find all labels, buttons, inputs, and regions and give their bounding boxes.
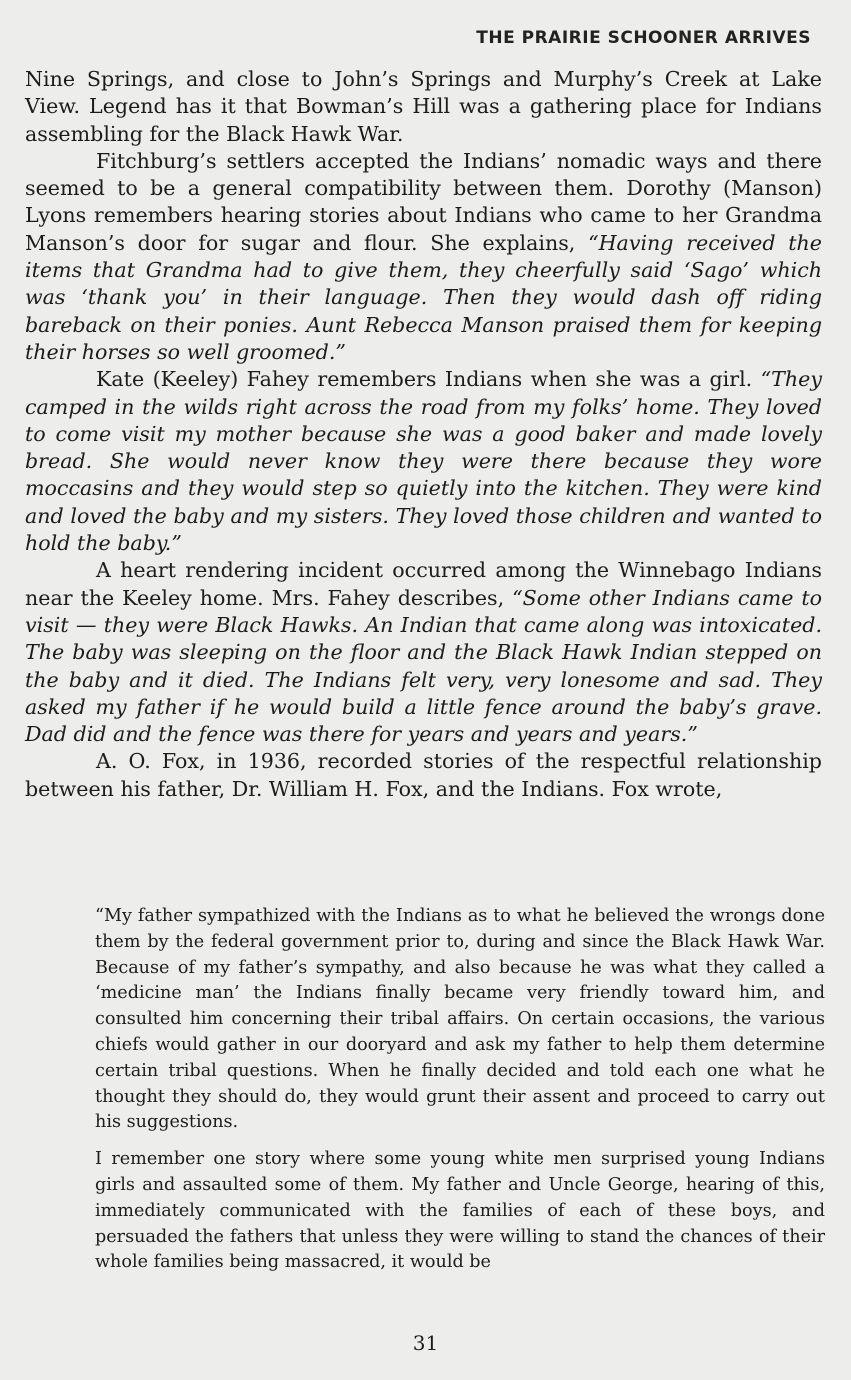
block-quote-paragraph: I remember one story where some young white men surprised young Indians girls and assaulted some of them. My father and Uncle George, hearing of this, immediately communicated with the families of each of these boys, and persuaded the fathers that unless they were willing to stand the chances of their whole families being massacred, it would be [95,1149,825,1273]
paragraph-4 [25,557,822,748]
paragraph-text: Fitchburg’s settlers accepted the Indians’ nomadic ways and there seemed to be a general compatibility between them. Dorothy (Manson) Lyons remembers hearing stories about Indians who came to her Grandma Manson’s door for sugar and flour. She explains, [25,148,822,255]
paragraph-3 [25,366,822,557]
running-header: THE PRAIRIE SCHOONER ARRIVES [476,28,811,48]
quoted-passage: “Having received the items that Grandma had to give them, they cheerfully said ‘Sago’ which was ‘thank you’ in their language. Then they would dash off riding bareback on their ponies. Aunt Rebecca Manson praised them for keeping their horses so well groomed.” [25,230,822,364]
block-quote-paragraph: “My father sympathized with the Indians as to what he believed the wrongs done them by the federal government prior to, during and since the Black Hawk War. Because of my father’s sympathy, and also because he was what they called a ‘medicine man’ the Indians finally became very friendly toward him, and consulted him concerning their tribal affairs. On certain occasions, the various chiefs would gather in our dooryard and ask my father to help them determine certain tribal questions. When he finally decided and told each one what he thought they should do, they would grunt their assent and proceed to carry out his suggestions. [95,906,825,1133]
paragraph-text: Nine Springs, and close to John’s Springs and Murphy’s Creek at Lake View. Legend has it that Bowman’s Hill was a gathering place for Indians assembling for the Black Hawk War. [25,67,822,146]
quoted-passage: “Some other Indians came to visit — they were Black Hawks. An Indian that came along was intoxicated. The baby was sleeping on the floor and the Black Hawk Indian stepped on the baby and it died. The Indians felt very, very lonesome and sad. They asked my father if he would build a little fence around the baby’s grave. Dad did and the fence was there for years and years and years.” [25,585,822,747]
paragraph-5 [25,748,822,803]
paragraph-text: Kate (Keeley) Fahey remembers Indians when she was a girl. [96,367,761,392]
paragraph-text: A. O. Fox, in 1936, recorded stories of the respectful relationship between his father, Dr. William H. Fox, and the Indians. Fox wrote, [25,749,822,801]
block-quote [95,904,825,1276]
body-text [25,66,822,803]
paragraph-1 [25,66,822,148]
page-number: 31 [412,1331,439,1355]
paragraph-text: A heart rendering incident occurred among the Winnebago Indians near the Keeley home. Mrs. Fahey describes, [25,558,822,610]
quoted-passage: “They camped in the wilds right across the road from my folks’ home. They loved to come visit my mother because she was a good baker and made lovely bread. She would never know they were there because they wore moccasins and they would step so quietly into the kitchen. They were kind and loved the baby and my sisters. They loved those children and wanted to hold the baby.” [25,367,822,556]
paragraph-2 [25,148,822,366]
